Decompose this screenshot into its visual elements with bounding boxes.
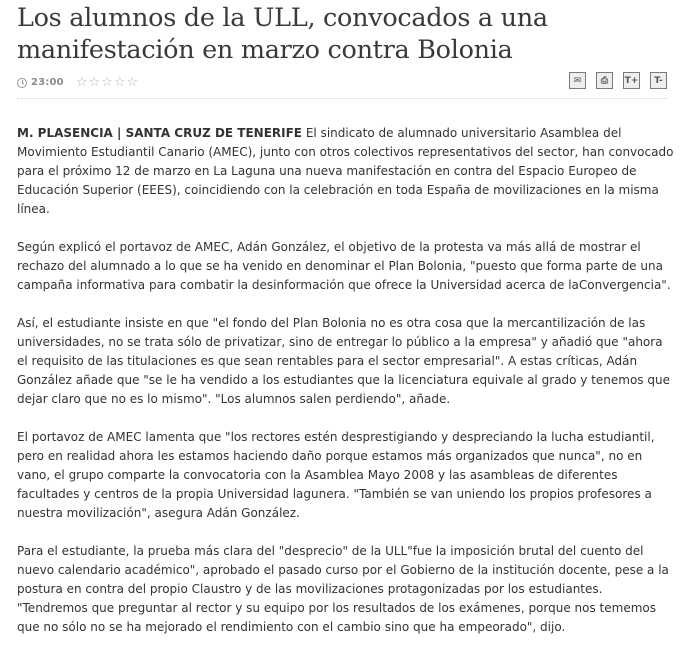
publish-time-text: 23:00: [31, 77, 64, 88]
clock-icon: [17, 78, 27, 88]
rating-star-3[interactable]: ☆: [101, 75, 113, 90]
email-icon[interactable]: ✉: [569, 72, 586, 89]
lead-paragraph: [17, 124, 677, 219]
font-decrease-icon[interactable]: T-: [650, 72, 667, 89]
rating-star-2[interactable]: ☆: [88, 75, 101, 90]
rating-star-1[interactable]: ☆: [75, 75, 88, 90]
body-paragraph-4: Para el estudiante, la prueba más clara del "desprecio" de la ULL"fue la imposición brutal del cuento del nuevo calendario académico", aprobado el pasado curso por el Gobierno de la institución docente, pese a la postura en contra del propio Claustro y de las movilizaciones protagonizadas por los estudiantes. "Tendremos que preguntar al rector y su equipo por los resultados de los exámenes, porque nos tememos que no sólo no se ha mejorado el rendimiento con el cambio sino que ha empeorado", dijo.: [17, 544, 669, 634]
body-paragraph-1: Según explicó el portavoz de AMEC, Adán González, el objetivo de la protesta va más allá de mostrar el rechazo del alumnado a lo que se ha venido en denominar el Plan Bolonia, "puesto que forma parte de una campaña informativa para combatir la desinformación que ofrece la Universidad acerca de laConvergencia".: [17, 240, 671, 292]
rating-stars[interactable]: [76, 76, 138, 89]
article-headline: Los alumnos de la ULL, convocados a una manifestación en marzo contra Bolonia: [17, 3, 548, 65]
article-tools: [569, 72, 667, 89]
rating-star-5[interactable]: ☆: [126, 75, 139, 90]
print-icon[interactable]: ⎙: [596, 72, 613, 89]
meta-divider: [17, 98, 667, 100]
article-body: [17, 124, 677, 656]
lead-text: El sindicato de alumnado universitario Asamblea del Movimiento Estudiantil Canario (AMEC), junto con otros colectivos representativos del sector, han convocado para el próximo 12 de marzo en La Laguna una nueva manifestación en contra del Espacio Europeo de Educación Superior (EEES), coincidiendo con la celebración en toda España de movilizaciones en la misma línea.: [17, 126, 674, 216]
body-paragraph-2: Así, el estudiante insiste en que "el fondo del Plan Bolonia no es otra cosa que la mercantilización de las universidades, no se trata sólo de privatizar, sino de entregar lo público a la empresa" y añadió que "ahora el requisito de las titulaciones es que sean rentables para el sector empresarial". A estas críticas, Adán González añade que "se le ha vendido a los estudiantes que la licenciatura equivale al grado y tenemos que dejar claro que no es lo mismo". "Los alumnos salen perdiendo", añade.: [17, 316, 670, 406]
publish-time: [17, 76, 138, 89]
rating-star-4[interactable]: ☆: [113, 75, 126, 90]
article-meta-bar: [17, 72, 667, 100]
byline: M. PLASENCIA | SANTA CRUZ DE TENERIFE: [17, 126, 303, 140]
font-increase-icon[interactable]: T+: [623, 72, 640, 89]
body-paragraph-3: El portavoz de AMEC lamenta que "los rectores estén desprestigiando y despreciando la lucha estudiantil, pero en realidad ahora les estamos haciendo daño porque estamos más organizados que nunca", no en vano, el grupo comparte la convocatoria con la Asamblea Mayo 2008 y las asambleas de diferentes facultades y centros de la propia Universidad lagunera. "También se van uniendo los propios profesores a nuestra movilización", asegura Adán González.: [17, 430, 655, 520]
